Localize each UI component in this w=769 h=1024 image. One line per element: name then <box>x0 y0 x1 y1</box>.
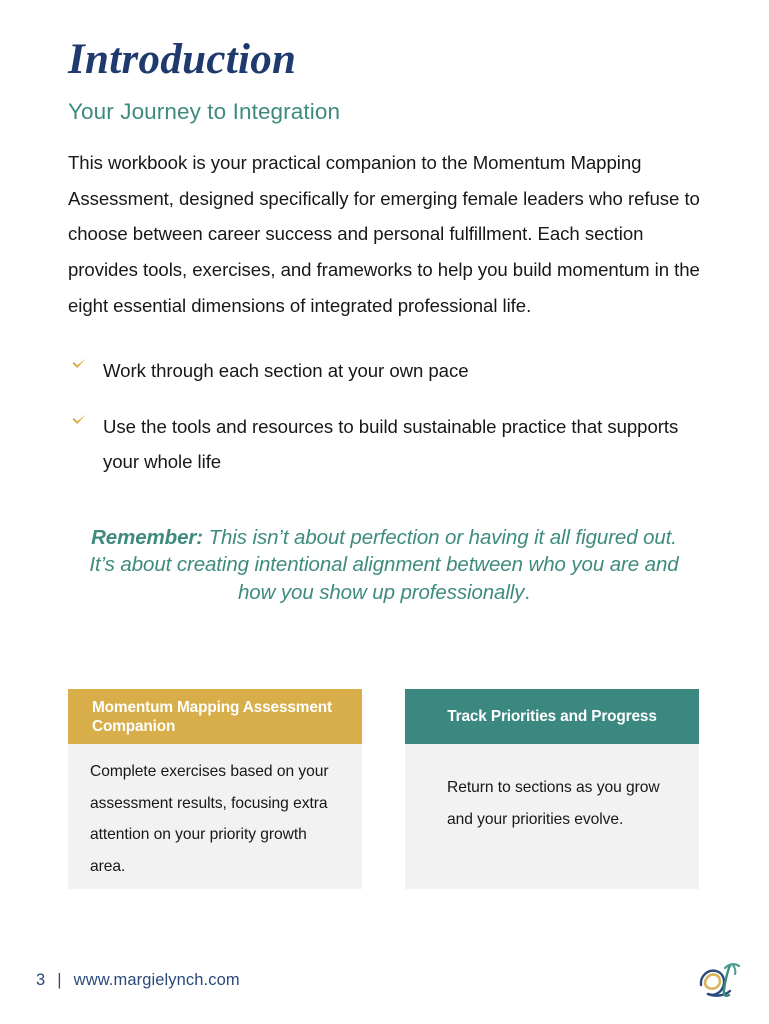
list-item <box>68 409 700 480</box>
remember-period: . <box>524 580 531 604</box>
info-card-header <box>405 689 699 744</box>
check-icon <box>70 353 90 373</box>
list-item-label: Work through each section at your own pace <box>103 360 469 382</box>
list-item <box>68 353 700 389</box>
remember-callout <box>84 524 684 607</box>
info-card-title: Momentum Mapping Assessment Companion <box>92 698 332 735</box>
checklist <box>68 353 700 480</box>
info-card-header <box>68 689 362 744</box>
info-card-title: Track Priorities and Progress <box>447 708 657 725</box>
list-item-label: Use the tools and resources to build sustainable practice that supports your whole life <box>103 415 679 473</box>
check-icon <box>70 409 90 429</box>
page-content <box>68 36 700 606</box>
margie-lynch-monogram-logo-icon <box>691 954 747 1006</box>
footer-separator: | <box>57 971 62 989</box>
page-number: 3 <box>36 971 46 989</box>
info-card-body: Return to sections as you grow and your priorities evolve. <box>447 779 660 828</box>
page-title: Introduction <box>68 36 297 83</box>
info-card-body: Complete exercises based on your assessment results, focusing extra attention on your priority growth area. <box>90 763 329 875</box>
page-footer <box>36 971 240 990</box>
info-card-row <box>68 689 700 889</box>
remember-label: Remember: <box>91 525 203 549</box>
intro-paragraph: This workbook is your practical companion to the Momentum Mapping Assessment, designed specifically for emerging female leaders who refuse to choose between career success and personal fulfillment. Each section provides tools, exercises, and frameworks to help you build momentum in the eight essential dimensions of integrated professional life. <box>68 152 700 316</box>
info-card-companion <box>68 689 362 889</box>
footer-website-url: www.margielynch.com <box>73 971 240 989</box>
page-subtitle: Your Journey to Integration <box>68 99 341 125</box>
info-card-track-progress <box>405 689 699 889</box>
remember-text: This isn’t about perfection or having it all figured out. It’s about creating intentional alignment between who you are and how you show up professionally <box>89 525 679 604</box>
